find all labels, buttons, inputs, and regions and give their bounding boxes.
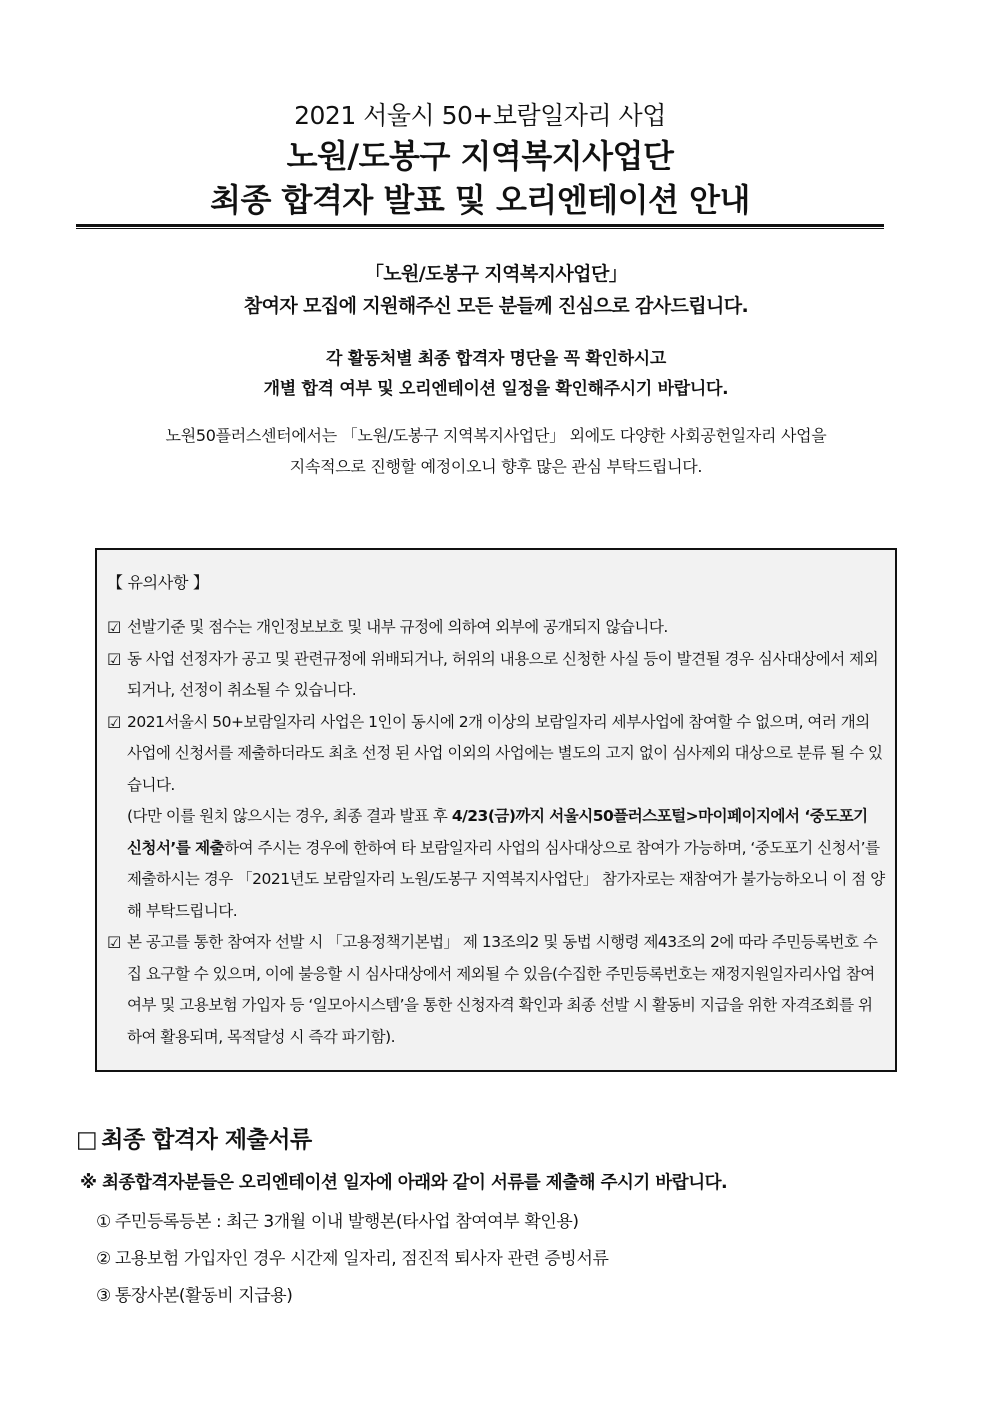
notice-item-text: 본 공고를 통한 참여자 선발 시 「고용정책기본법」 제 13조의2 및 동법 시행령 제43조의 2에 따라 주민등록번호 수집 요구할 수 있으며, 이에 불응할 시 심사대상에서 제외될 수 있음(수집한 주민등록번호는 재정지원일자리사업 참여여부 및 고용보험 가입자 등 ‘일모아시스템’을 통한 신청자격 확인과 최종 선발 시 활동비 지급을 위한 자격조회를 위하여 활용되며, 목적달성 시 즉각 파기함). — [127, 933, 878, 1046]
check-line-2: 개별 합격 여부 및 오리엔테이션 일정을 확인해주시기 바랍니다. — [263, 379, 729, 399]
section-title-text: 최종 합격자 제출서류 — [101, 1127, 312, 1153]
notice-title: 【 유의사항 】 — [107, 573, 209, 592]
notice-box — [95, 548, 897, 1072]
notice-item-main: 2021서울시 50+보람일자리 사업은 1인이 동시에 2개 이상의 보람일자리 세부사업에 참여할 수 없으며, 여러 개의 사업에 신청서를 제출하더라도 최초 선정 된 사업 이외의 사업에는 별도의 고지 없이 심사제외 대상으로 분류 될 수 있습니다. — [127, 712, 883, 794]
checkbox-icon: ☑ — [107, 618, 121, 637]
list-item-text: 고용보험 가입자인 경우 시간제 일자리, 점진적 퇴사자 관련 증빙서류 — [114, 1249, 609, 1269]
checkbox-icon: ☑ — [107, 712, 121, 732]
notice-item-text — [127, 707, 885, 928]
list-number: ③ — [96, 1286, 111, 1306]
section-note: ※ 최종합격자분들은 오리엔테이션 일자에 아래와 같이 서류를 제출해 주시기 바랍니다. — [80, 1173, 728, 1193]
title-underline — [76, 224, 884, 229]
list-number: ① — [96, 1212, 111, 1232]
notice-item — [107, 927, 885, 1053]
check-instruction — [76, 344, 916, 404]
document-header — [76, 98, 884, 222]
document-list — [96, 1204, 727, 1315]
list-item-text: 통장사본(활동비 지급용) — [114, 1286, 293, 1306]
page-title: 최종 합격자 발표 및 오리엔테이션 안내 — [210, 181, 750, 219]
thanks-line: 참여자 모집에 지원해주신 모든 분들께 진심으로 감사드립니다. — [243, 295, 749, 317]
notice-item — [107, 612, 885, 644]
list-item — [96, 1241, 727, 1278]
center-info-line-1: 노원50플러스센터에서는 「노원/도봉구 지역복지사업단」 외에도 다양한 사회공헌일자리 사업을 — [165, 426, 827, 445]
center-info — [76, 420, 916, 482]
thanks-message — [76, 258, 916, 322]
list-number: ② — [96, 1249, 111, 1269]
notice-item — [107, 644, 885, 707]
list-item — [96, 1278, 727, 1315]
section-title — [76, 1122, 727, 1158]
list-item — [96, 1204, 727, 1241]
notice-item-exception — [127, 801, 885, 927]
exception-detail: 하여 주시는 경우에 한하여 타 보람일자리 사업의 심사대상으로 참여가 가능하며, ‘중도포기 신청서’를 제출하시는 경우 「2021년도 보람일자리 노원/도봉구 지역복지사업단」 참가자로는 재참여가 불가능하오니 이 점 양해 부탁드립니다. — [127, 838, 885, 920]
checkbox-icon: ☑ — [107, 649, 121, 669]
header-team-name: 노원/도봉구 지역복지사업단 — [286, 137, 674, 175]
check-line-1: 각 활동처별 최종 합격자 명단을 꼭 확인하시고 — [325, 349, 667, 369]
list-item-text: 주민등록등본 : 최근 3개월 이내 발행본(타사업 참여여부 확인용) — [114, 1212, 579, 1232]
notice-item — [107, 707, 885, 928]
square-bullet-icon: □ — [76, 1127, 98, 1153]
notice-item-text: 동 사업 선정자가 공고 및 관련규정에 위배되거나, 허위의 내용으로 신청한 사실 등이 발견될 경우 심사대상에서 제외되거나, 선정이 취소될 수 있습니다. — [127, 649, 879, 699]
documents-section — [76, 1122, 727, 1315]
exception-deadline: 4/23(금)까지 서울시50플러스포털>마이페이지에서 ‘중도포기 신청서’를 제출 — [127, 807, 868, 857]
exception-intro: (다만 이를 원치 않으시는 경우, 최종 결과 발표 후 — [127, 807, 452, 825]
center-info-line-2: 지속적으로 진행할 예정이오니 향후 많은 관심 부탁드립니다. — [289, 457, 703, 476]
checkbox-icon: ☑ — [107, 933, 121, 952]
notice-item-text: 선발기준 및 점수는 개인정보보호 및 내부 규정에 의하여 외부에 공개되지 않습니다. — [127, 618, 668, 636]
thanks-team-line: 「노원/도봉구 지역복지사업단」 — [364, 263, 628, 285]
header-program-line: 2021 서울시 50+보람일자리 사업 — [294, 101, 666, 130]
